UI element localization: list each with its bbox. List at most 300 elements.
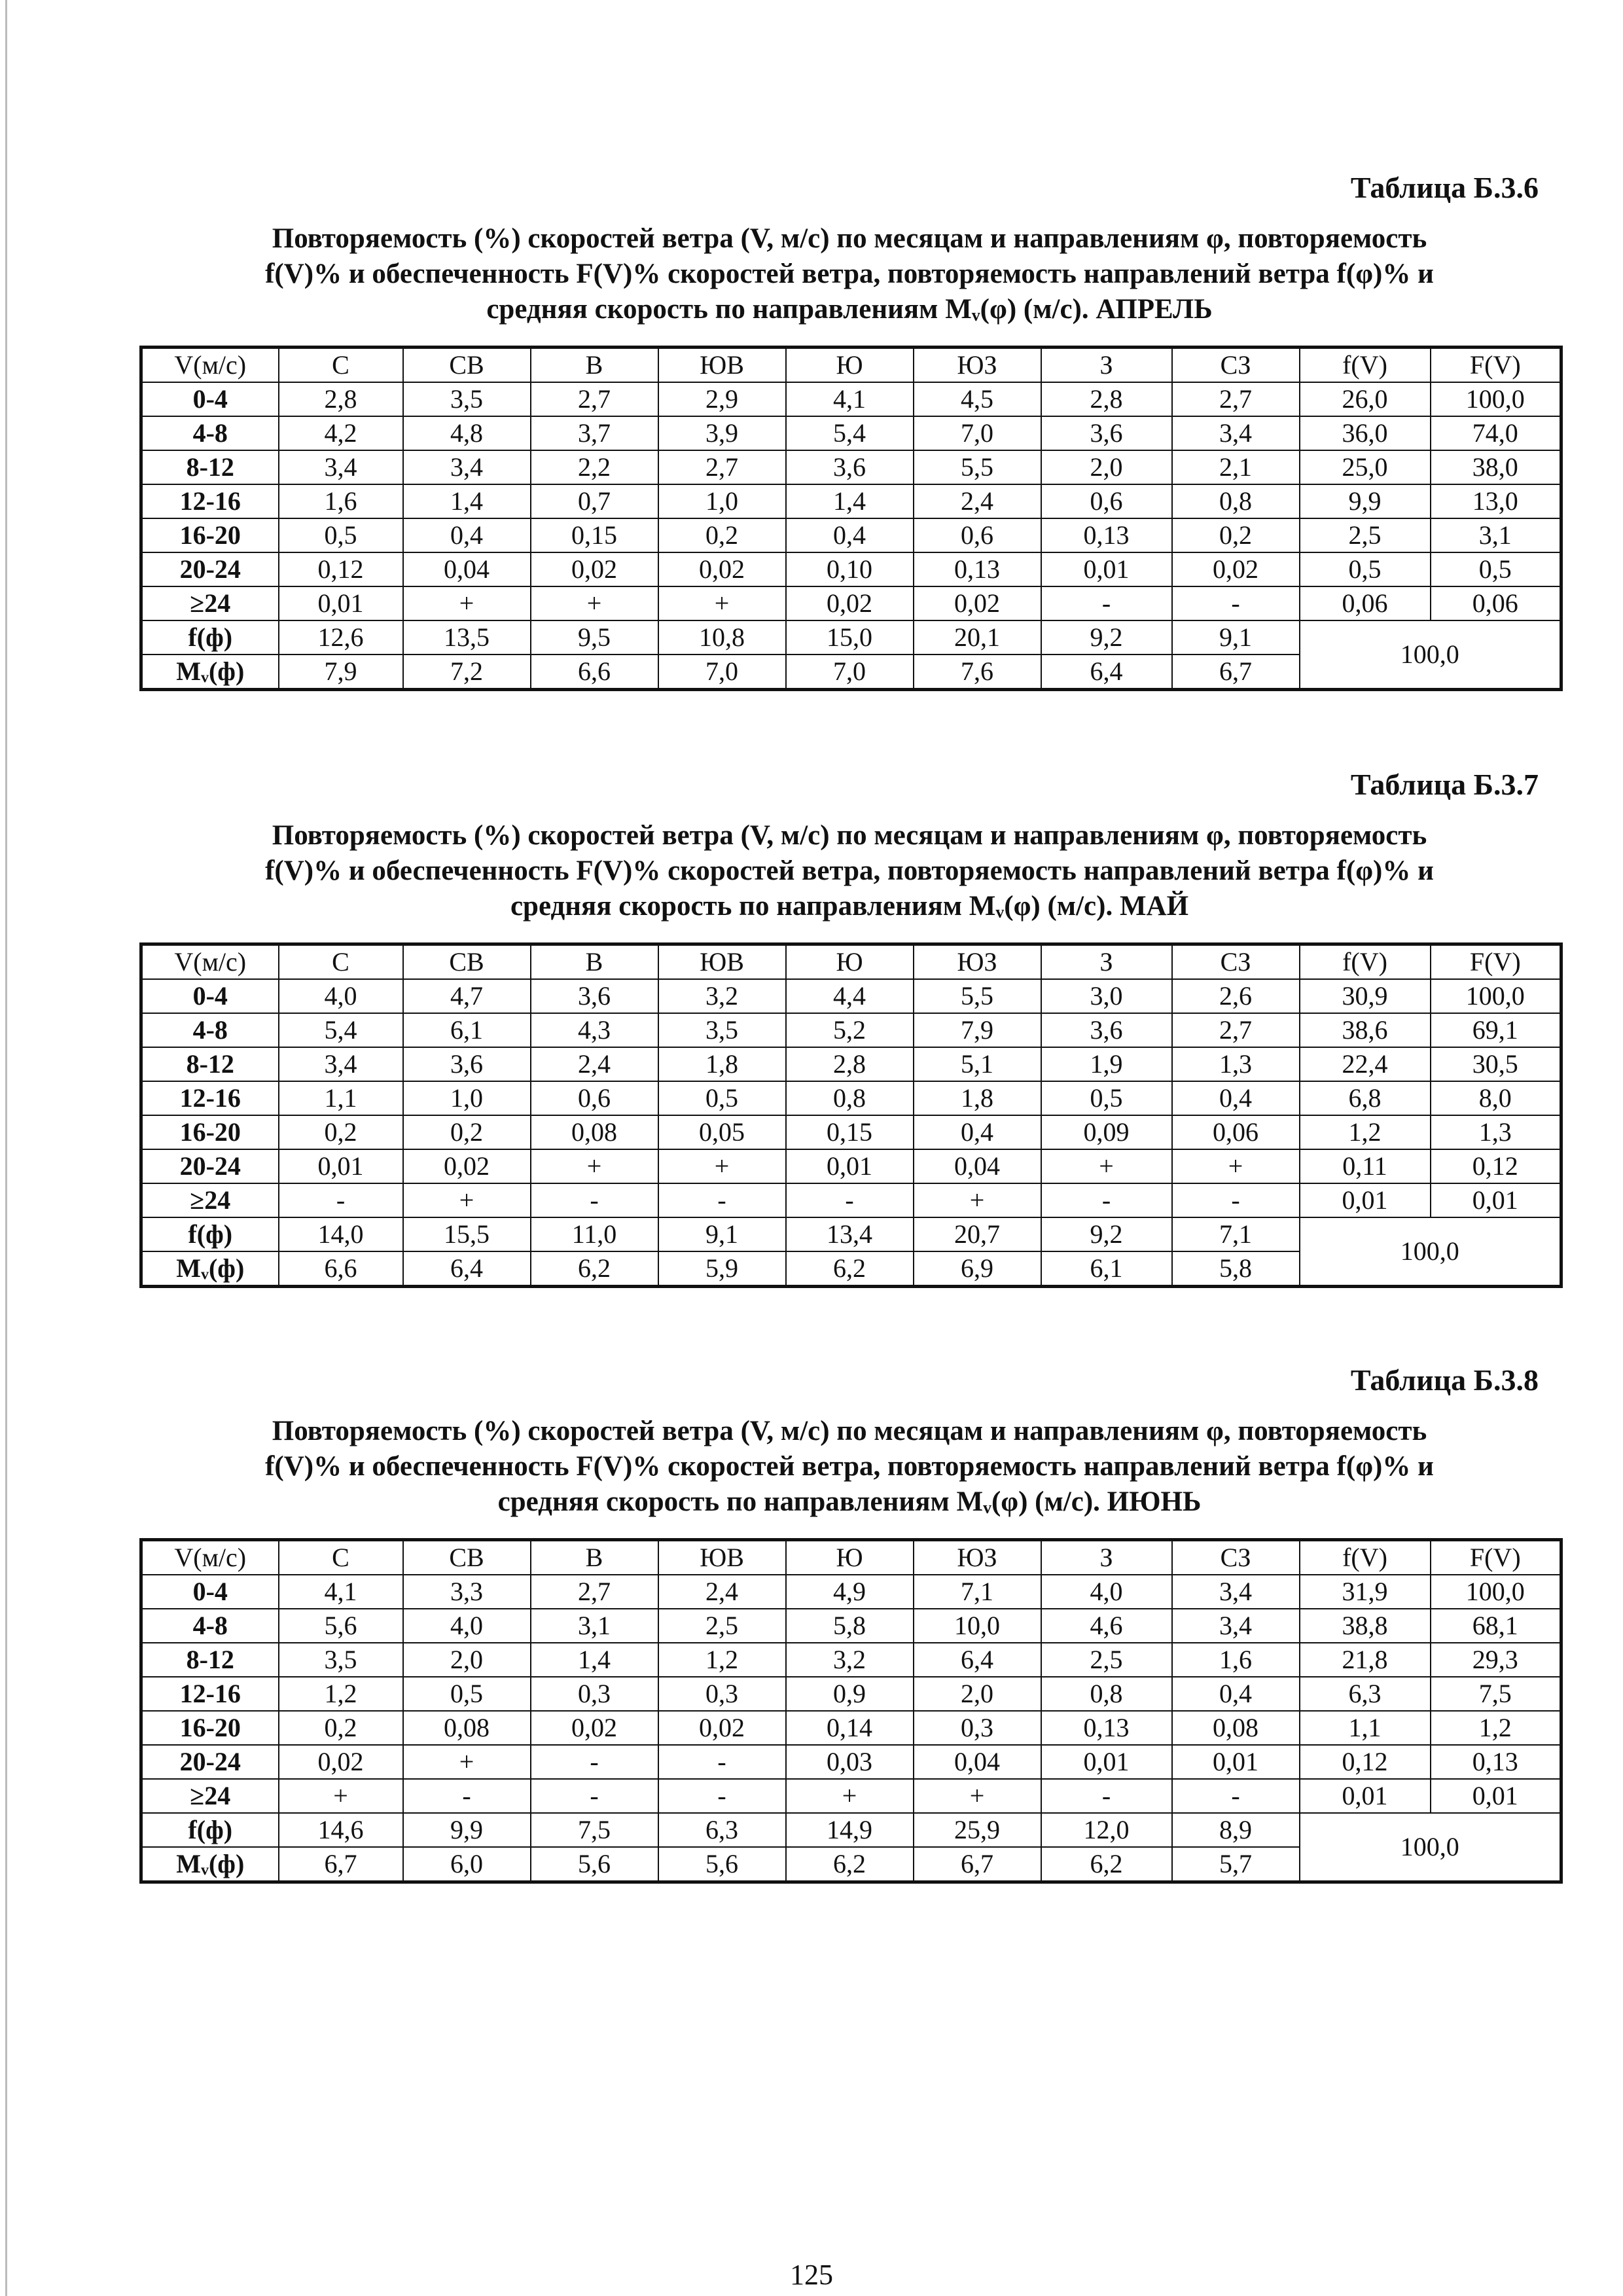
value-cell: 2,7 [531, 1575, 658, 1609]
value-cell: 6,8 [1300, 1081, 1431, 1115]
speed-range-cell: 8-12 [141, 1047, 279, 1081]
value-cell: 2,0 [914, 1677, 1041, 1711]
value-cell: 14,6 [279, 1813, 403, 1847]
value-cell: 0,02 [914, 586, 1041, 620]
column-header: З [1041, 944, 1172, 980]
value-cell: - [1041, 1183, 1172, 1217]
value-cell: 1,2 [279, 1677, 403, 1711]
column-header: Ю [786, 944, 914, 980]
table-row [141, 518, 1561, 552]
table-row [141, 1677, 1561, 1711]
value-cell: 2,0 [403, 1643, 531, 1677]
value-cell: 0,01 [279, 586, 403, 620]
value-cell: 1,2 [1300, 1115, 1431, 1149]
value-cell: 2,8 [279, 382, 403, 416]
table-row [141, 416, 1561, 450]
total-cell: 100,0 [1300, 1217, 1561, 1287]
value-cell: 0,4 [403, 518, 531, 552]
value-cell: 3,1 [1431, 518, 1561, 552]
value-cell: 4,1 [279, 1575, 403, 1609]
value-cell: 4,2 [279, 416, 403, 450]
value-cell: 0,01 [1431, 1183, 1561, 1217]
value-cell: 0,02 [658, 552, 786, 586]
value-cell: 9,2 [1041, 620, 1172, 655]
value-cell: 4,8 [403, 416, 531, 450]
value-cell: 6,7 [279, 1847, 403, 1882]
direction-frequency-row [141, 1813, 1561, 1847]
value-cell: 4,4 [786, 979, 914, 1013]
value-cell: 6,6 [279, 1251, 403, 1287]
value-cell: 100,0 [1431, 382, 1561, 416]
column-header: ЮЗ [914, 944, 1041, 980]
value-cell: 3,5 [403, 382, 531, 416]
value-cell: 0,08 [403, 1711, 531, 1745]
value-cell: 38,8 [1300, 1609, 1431, 1643]
value-cell: 4,0 [403, 1609, 531, 1643]
value-cell: 38,6 [1300, 1013, 1431, 1047]
value-cell: - [1041, 1779, 1172, 1813]
value-cell: 0,04 [914, 1149, 1041, 1183]
value-cell: 0,13 [914, 552, 1041, 586]
value-cell: 7,9 [279, 655, 403, 690]
value-cell: 5,8 [786, 1609, 914, 1643]
value-cell: 1,3 [1172, 1047, 1300, 1081]
page-number: 125 [790, 2259, 833, 2291]
value-cell: 9,2 [1041, 1217, 1172, 1251]
value-cell: 0,4 [1172, 1677, 1300, 1711]
value-cell: 13,0 [1431, 484, 1561, 518]
value-cell: 1,8 [914, 1081, 1041, 1115]
value-cell: + [279, 1779, 403, 1813]
value-cell: + [914, 1183, 1041, 1217]
value-cell: 2,8 [786, 1047, 914, 1081]
value-cell: 0,5 [658, 1081, 786, 1115]
column-header: V(м/с) [141, 1540, 279, 1575]
value-cell: 3,6 [786, 450, 914, 484]
value-cell: 0,2 [279, 1711, 403, 1745]
value-cell: - [658, 1183, 786, 1217]
caption-line: f(V)% и обеспеченность F(V)% скоростей ветра, повторяемость направлений ветра f(φ)% и [265, 1451, 1434, 1482]
value-cell: 1,9 [1041, 1047, 1172, 1081]
value-cell: 0,13 [1041, 1711, 1172, 1745]
value-cell: 0,01 [1431, 1779, 1561, 1813]
caption-line: средняя скорость по направлениям Mᵥ(φ) (м/с). ИЮНЬ [497, 1486, 1202, 1517]
value-cell: 15,5 [403, 1217, 531, 1251]
value-cell: 29,3 [1431, 1643, 1561, 1677]
value-cell: 9,1 [658, 1217, 786, 1251]
value-cell: 1,2 [658, 1643, 786, 1677]
value-cell: 0,15 [531, 518, 658, 552]
value-cell: 5,4 [786, 416, 914, 450]
value-cell: 1,4 [786, 484, 914, 518]
speed-range-cell: 20-24 [141, 1745, 279, 1779]
table-row [141, 1575, 1561, 1609]
column-header: ЮВ [658, 944, 786, 980]
value-cell: 3,5 [279, 1643, 403, 1677]
value-cell: + [786, 1779, 914, 1813]
table-label: Таблица Б.3.6 [1350, 171, 1539, 204]
value-cell: 7,0 [658, 655, 786, 690]
value-cell: 12,6 [279, 620, 403, 655]
table-section-may [139, 766, 1560, 1288]
value-cell: + [1172, 1149, 1300, 1183]
column-header: СЗ [1172, 1540, 1300, 1575]
value-cell: 12,0 [1041, 1813, 1172, 1847]
value-cell: 7,5 [531, 1813, 658, 1847]
value-cell: 0,02 [786, 586, 914, 620]
value-cell: 2,4 [658, 1575, 786, 1609]
table-section-june [139, 1361, 1560, 1884]
table-row [141, 1013, 1561, 1047]
value-cell: + [403, 586, 531, 620]
row-label-cell: f(ф) [141, 1217, 279, 1251]
row-label-cell: Mᵥ(ф) [141, 1251, 279, 1287]
table-row [141, 979, 1561, 1013]
value-cell: 0,8 [786, 1081, 914, 1115]
value-cell: 7,1 [914, 1575, 1041, 1609]
column-header: f(V) [1300, 944, 1431, 980]
value-cell: 5,6 [658, 1847, 786, 1882]
value-cell: 3,4 [1172, 1575, 1300, 1609]
value-cell: + [531, 586, 658, 620]
value-cell: + [914, 1779, 1041, 1813]
caption-line: Повторяемость (%) скоростей ветра (V, м/с) по месяцам и направлениям φ, повторяемость [272, 820, 1427, 851]
value-cell: 0,02 [531, 552, 658, 586]
value-cell: 3,9 [658, 416, 786, 450]
value-cell: - [1041, 586, 1172, 620]
table-row [141, 450, 1561, 484]
value-cell: - [531, 1779, 658, 1813]
value-cell: 4,0 [1041, 1575, 1172, 1609]
value-cell: 0,5 [403, 1677, 531, 1711]
value-cell: 3,6 [1041, 416, 1172, 450]
value-cell: 14,0 [279, 1217, 403, 1251]
caption-line: Повторяемость (%) скоростей ветра (V, м/с) по месяцам и направлениям φ, повторяемость [272, 1416, 1427, 1446]
value-cell: 0,02 [531, 1711, 658, 1745]
value-cell: 0,02 [403, 1149, 531, 1183]
value-cell: 4,7 [403, 979, 531, 1013]
column-header: V(м/с) [141, 348, 279, 383]
table-row [141, 484, 1561, 518]
value-cell: 5,8 [1172, 1251, 1300, 1287]
table-row [141, 1047, 1561, 1081]
column-header: З [1041, 1540, 1172, 1575]
value-cell: 0,5 [279, 518, 403, 552]
speed-range-cell: 20-24 [141, 1149, 279, 1183]
table-row [141, 1711, 1561, 1745]
speed-range-cell: 16-20 [141, 518, 279, 552]
value-cell: - [279, 1183, 403, 1217]
value-cell: 69,1 [1431, 1013, 1561, 1047]
value-cell: 0,5 [1300, 552, 1431, 586]
column-header: С [279, 1540, 403, 1575]
value-cell: 6,3 [658, 1813, 786, 1847]
speed-range-cell: 12-16 [141, 484, 279, 518]
value-cell: 0,4 [786, 518, 914, 552]
value-cell: 1,1 [1300, 1711, 1431, 1745]
value-cell: 2,8 [1041, 382, 1172, 416]
value-cell: 5,9 [658, 1251, 786, 1287]
value-cell: 0,4 [914, 1115, 1041, 1149]
value-cell: 0,01 [1041, 1745, 1172, 1779]
column-header: Ю [786, 348, 914, 383]
value-cell: 5,1 [914, 1047, 1041, 1081]
caption-line: Повторяемость (%) скоростей ветра (V, м/с) по месяцам и направлениям φ, повторяемость [272, 223, 1427, 254]
value-cell: 3,4 [279, 1047, 403, 1081]
value-cell: 0,02 [1172, 552, 1300, 586]
value-cell: 2,7 [658, 450, 786, 484]
value-cell: 0,13 [1041, 518, 1172, 552]
value-cell: - [1172, 1183, 1300, 1217]
value-cell: 5,5 [914, 979, 1041, 1013]
column-header: f(V) [1300, 1540, 1431, 1575]
value-cell: 0,3 [914, 1711, 1041, 1745]
value-cell: 0,03 [786, 1745, 914, 1779]
value-cell: 5,4 [279, 1013, 403, 1047]
column-header: СВ [403, 348, 531, 383]
value-cell: 0,05 [658, 1115, 786, 1149]
value-cell: 6,6 [531, 655, 658, 690]
column-header: ЮЗ [914, 1540, 1041, 1575]
value-cell: 3,2 [658, 979, 786, 1013]
value-cell: 2,4 [531, 1047, 658, 1081]
value-cell: 7,1 [1172, 1217, 1300, 1251]
direction-frequency-row [141, 620, 1561, 655]
value-cell: 4,6 [1041, 1609, 1172, 1643]
value-cell: 0,02 [658, 1711, 786, 1745]
value-cell: 15,0 [786, 620, 914, 655]
scan-margin-line [5, 0, 7, 2296]
value-cell: 30,9 [1300, 979, 1431, 1013]
value-cell: 4,3 [531, 1013, 658, 1047]
column-header: В [531, 944, 658, 980]
value-cell: 68,1 [1431, 1609, 1561, 1643]
value-cell: 6,7 [1172, 655, 1300, 690]
value-cell: 4,1 [786, 382, 914, 416]
column-header: ЮЗ [914, 348, 1041, 383]
value-cell: 3,7 [531, 416, 658, 450]
total-cell: 100,0 [1300, 620, 1561, 690]
value-cell: 9,9 [403, 1813, 531, 1847]
value-cell: 1,2 [1431, 1711, 1561, 1745]
table-label: Таблица Б.3.8 [1350, 1363, 1539, 1397]
value-cell: 3,6 [531, 979, 658, 1013]
value-cell: 100,0 [1431, 1575, 1561, 1609]
value-cell: 0,01 [1172, 1745, 1300, 1779]
value-cell: - [531, 1745, 658, 1779]
value-cell: 6,1 [403, 1013, 531, 1047]
column-header: V(м/с) [141, 944, 279, 980]
value-cell: 2,0 [1041, 450, 1172, 484]
speed-range-cell: 0-4 [141, 979, 279, 1013]
value-cell: 3,4 [1172, 1609, 1300, 1643]
value-cell: 0,13 [1431, 1745, 1561, 1779]
value-cell: 0,7 [531, 484, 658, 518]
value-cell: 74,0 [1431, 416, 1561, 450]
column-header: ЮВ [658, 348, 786, 383]
value-cell: 0,2 [403, 1115, 531, 1149]
value-cell: 1,0 [403, 1081, 531, 1115]
value-cell: 10,0 [914, 1609, 1041, 1643]
table-row [141, 1779, 1561, 1813]
value-cell: 0,8 [1172, 484, 1300, 518]
value-cell: 13,5 [403, 620, 531, 655]
value-cell: 0,4 [1172, 1081, 1300, 1115]
value-cell: 1,3 [1431, 1115, 1561, 1149]
value-cell: 10,8 [658, 620, 786, 655]
value-cell: 0,06 [1300, 586, 1431, 620]
value-cell: 6,2 [786, 1847, 914, 1882]
value-cell: 3,0 [1041, 979, 1172, 1013]
value-cell: 0,01 [1300, 1779, 1431, 1813]
table-row [141, 586, 1561, 620]
value-cell: 4,9 [786, 1575, 914, 1609]
value-cell: + [531, 1149, 658, 1183]
value-cell: 21,8 [1300, 1643, 1431, 1677]
value-cell: 0,10 [786, 552, 914, 586]
value-cell: 5,2 [786, 1013, 914, 1047]
value-cell: 1,0 [658, 484, 786, 518]
value-cell: 1,1 [279, 1081, 403, 1115]
value-cell: 0,8 [1041, 1677, 1172, 1711]
value-cell: - [531, 1183, 658, 1217]
header-row [141, 348, 1561, 383]
value-cell: 5,6 [531, 1847, 658, 1882]
value-cell: 2,9 [658, 382, 786, 416]
table-row [141, 1115, 1561, 1149]
value-cell: 2,2 [531, 450, 658, 484]
speed-range-cell: 0-4 [141, 382, 279, 416]
value-cell: 8,0 [1431, 1081, 1561, 1115]
value-cell: 3,5 [658, 1013, 786, 1047]
total-cell: 100,0 [1300, 1813, 1561, 1882]
table-row [141, 1745, 1561, 1779]
value-cell: 0,04 [403, 552, 531, 586]
value-cell: 0,14 [786, 1711, 914, 1745]
value-cell: 20,1 [914, 620, 1041, 655]
speed-range-cell: ≥24 [141, 1779, 279, 1813]
value-cell: 0,12 [1300, 1745, 1431, 1779]
value-cell: 9,5 [531, 620, 658, 655]
value-cell: 5,6 [279, 1609, 403, 1643]
value-cell: 2,7 [1172, 1013, 1300, 1047]
value-cell: 6,2 [1041, 1847, 1172, 1882]
value-cell: 36,0 [1300, 416, 1431, 450]
direction-frequency-row [141, 1217, 1561, 1251]
value-cell: 26,0 [1300, 382, 1431, 416]
column-header: f(V) [1300, 348, 1431, 383]
value-cell: 0,09 [1041, 1115, 1172, 1149]
value-cell: 6,1 [1041, 1251, 1172, 1287]
value-cell: 1,4 [531, 1643, 658, 1677]
column-header: З [1041, 348, 1172, 383]
value-cell: 6,4 [914, 1643, 1041, 1677]
value-cell: 0,9 [786, 1677, 914, 1711]
table-caption [139, 221, 1560, 327]
column-header: В [531, 1540, 658, 1575]
value-cell: 2,7 [1172, 382, 1300, 416]
value-cell: 6,9 [914, 1251, 1041, 1287]
value-cell: 1,8 [658, 1047, 786, 1081]
value-cell: 5,5 [914, 450, 1041, 484]
value-cell: 0,01 [1300, 1183, 1431, 1217]
wind-table [139, 1538, 1563, 1884]
caption-line: f(V)% и обеспеченность F(V)% скоростей ветра, повторяемость направлений ветра f(φ)% и [265, 855, 1434, 886]
column-header: F(V) [1431, 1540, 1561, 1575]
row-label-cell: Mᵥ(ф) [141, 655, 279, 690]
value-cell: - [658, 1745, 786, 1779]
value-cell: - [1172, 1779, 1300, 1813]
value-cell: 9,1 [1172, 620, 1300, 655]
speed-range-cell: 12-16 [141, 1081, 279, 1115]
value-cell: - [786, 1183, 914, 1217]
table-row [141, 1149, 1561, 1183]
value-cell: 6,4 [403, 1251, 531, 1287]
value-cell: 7,2 [403, 655, 531, 690]
value-cell: 13,4 [786, 1217, 914, 1251]
value-cell: 0,02 [279, 1745, 403, 1779]
speed-range-cell: 4-8 [141, 1609, 279, 1643]
value-cell: 0,08 [531, 1115, 658, 1149]
value-cell: 2,5 [1041, 1643, 1172, 1677]
column-header: С [279, 944, 403, 980]
speed-range-cell: ≥24 [141, 1183, 279, 1217]
value-cell: 0,06 [1172, 1115, 1300, 1149]
value-cell: 3,4 [279, 450, 403, 484]
speed-range-cell: 0-4 [141, 1575, 279, 1609]
caption-line: средняя скорость по направлениям Mᵥ(φ) (м/с). АПРЕЛЬ [486, 294, 1213, 325]
value-cell: 0,3 [531, 1677, 658, 1711]
table-row [141, 382, 1561, 416]
column-header: F(V) [1431, 348, 1561, 383]
value-cell: 22,4 [1300, 1047, 1431, 1081]
value-cell: 0,01 [1041, 552, 1172, 586]
value-cell: 1,6 [279, 484, 403, 518]
table-row [141, 1643, 1561, 1677]
value-cell: 0,06 [1431, 586, 1561, 620]
row-label-cell: f(ф) [141, 620, 279, 655]
value-cell: 0,5 [1041, 1081, 1172, 1115]
value-cell: + [1041, 1149, 1172, 1183]
value-cell: 0,01 [786, 1149, 914, 1183]
value-cell: 1,4 [403, 484, 531, 518]
value-cell: 7,0 [914, 416, 1041, 450]
value-cell: 6,2 [786, 1251, 914, 1287]
value-cell: 0,2 [658, 518, 786, 552]
value-cell: 2,5 [658, 1609, 786, 1643]
speed-range-cell: 20-24 [141, 552, 279, 586]
value-cell: 7,5 [1431, 1677, 1561, 1711]
value-cell: 25,9 [914, 1813, 1041, 1847]
value-cell: 0,04 [914, 1745, 1041, 1779]
speed-range-cell: 8-12 [141, 1643, 279, 1677]
value-cell: 6,4 [1041, 655, 1172, 690]
table-row [141, 552, 1561, 586]
value-cell: 0,08 [1172, 1711, 1300, 1745]
table-caption [139, 818, 1560, 924]
value-cell: 0,6 [1041, 484, 1172, 518]
value-cell: 3,6 [403, 1047, 531, 1081]
table-row [141, 1183, 1561, 1217]
column-header: СЗ [1172, 944, 1300, 980]
value-cell: 0,5 [1431, 552, 1561, 586]
value-cell: 0,2 [279, 1115, 403, 1149]
column-header: СВ [403, 944, 531, 980]
value-cell: 30,5 [1431, 1047, 1561, 1081]
value-cell: 2,4 [914, 484, 1041, 518]
value-cell: 3,4 [403, 450, 531, 484]
value-cell: 0,15 [786, 1115, 914, 1149]
